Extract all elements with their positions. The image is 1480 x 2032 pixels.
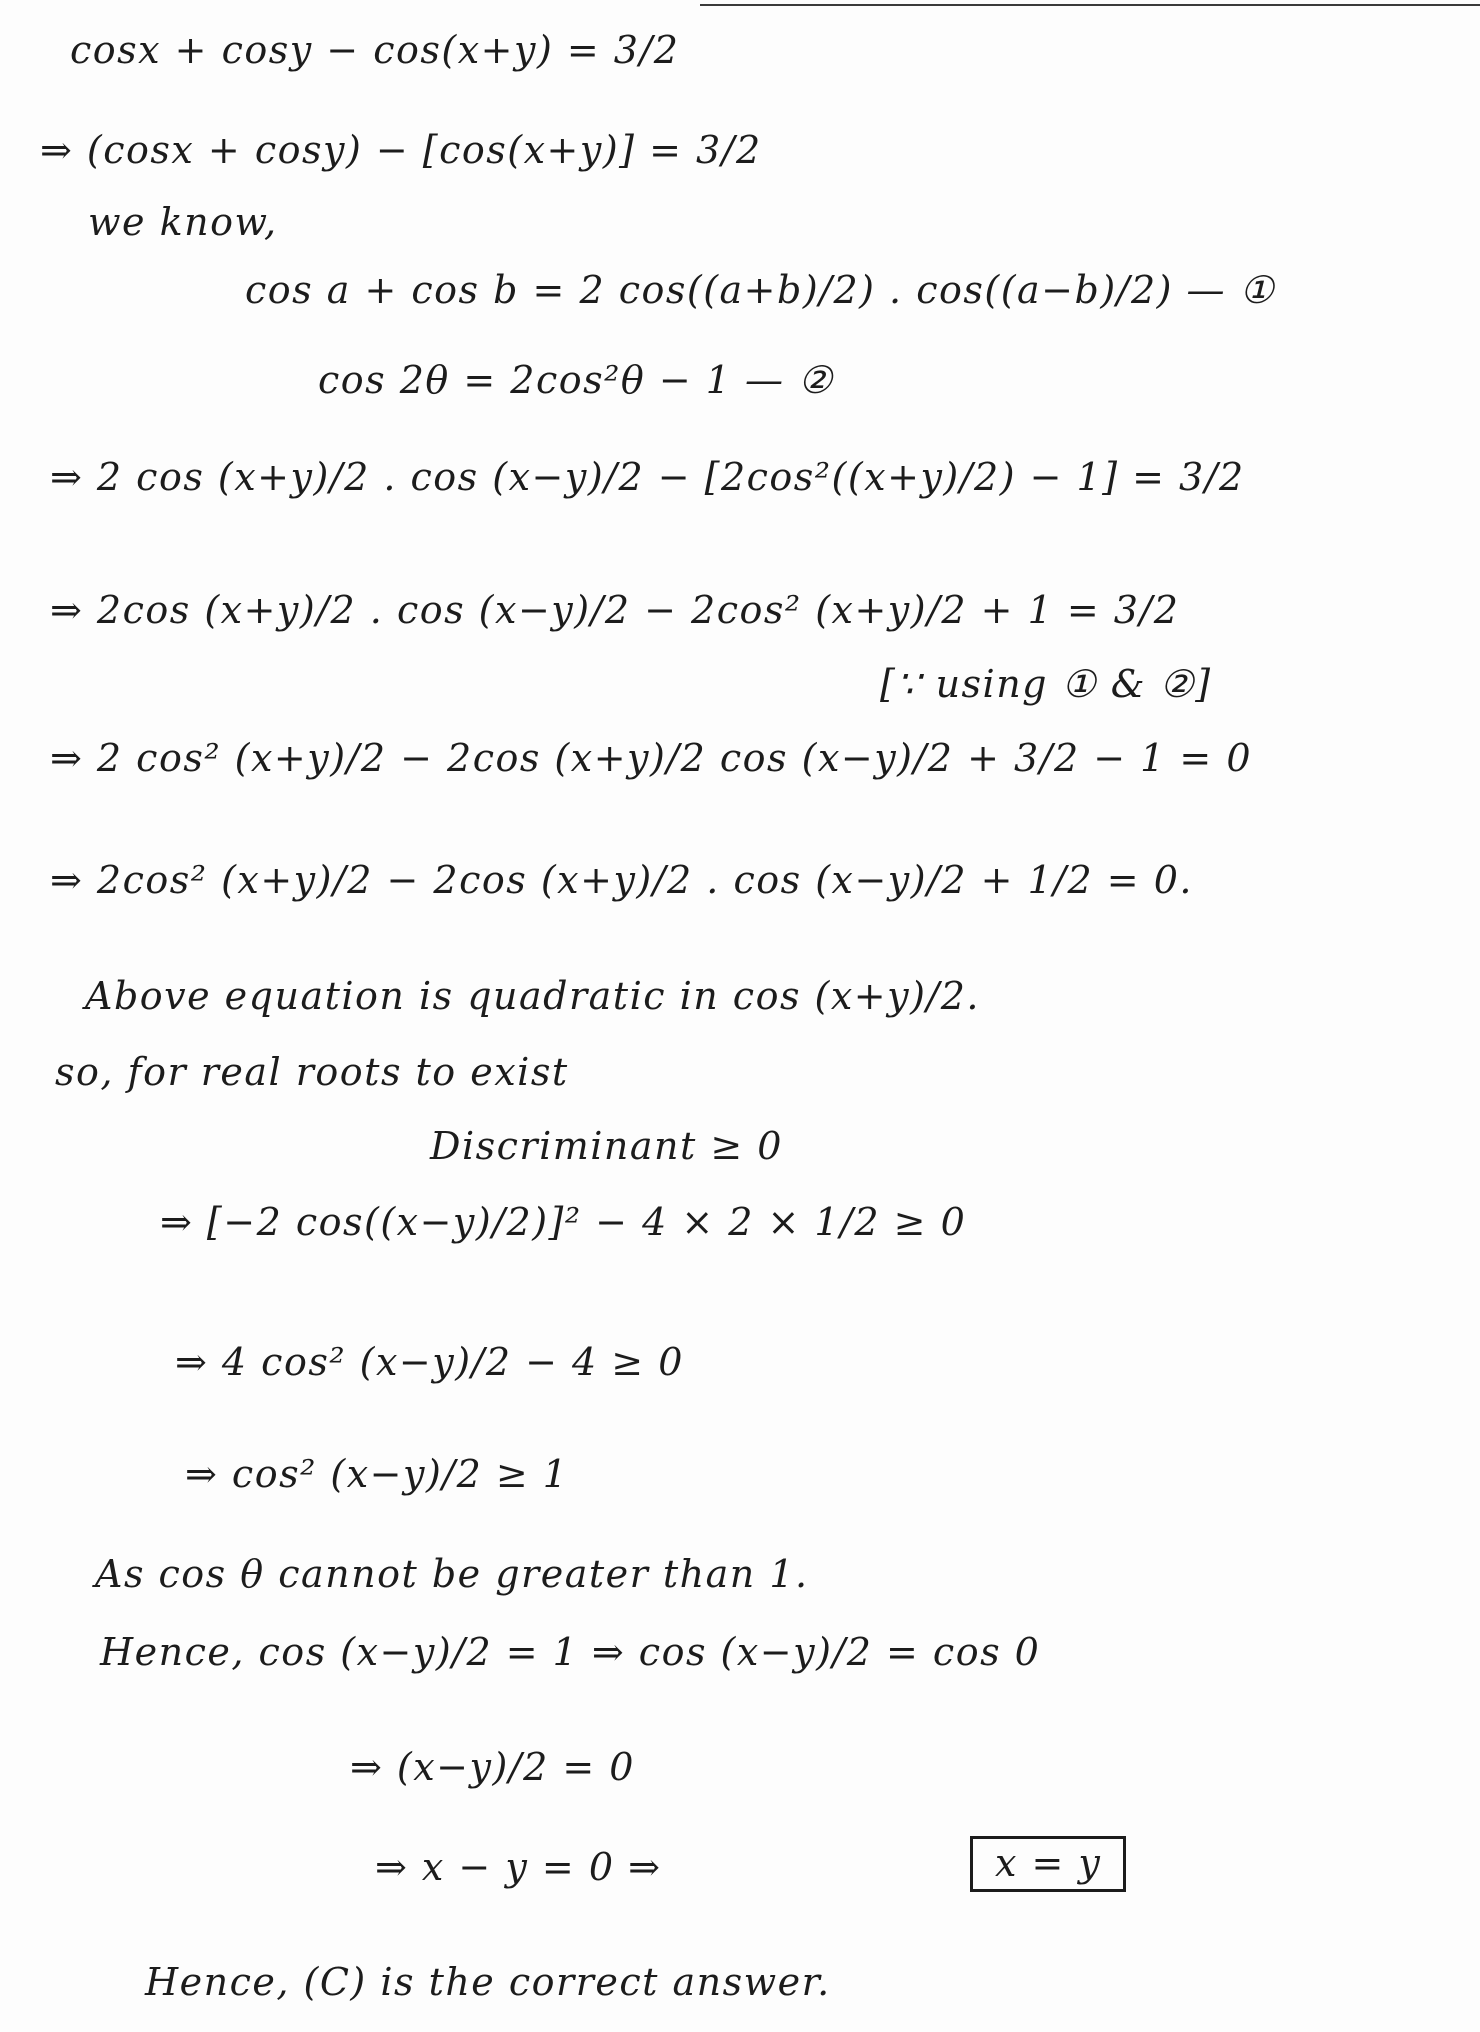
quadratic-statement: Above equation is quadratic in cos (x+y)/2.	[85, 974, 980, 1018]
discriminant-condition: Discriminant ≥ 0	[430, 1124, 783, 1168]
equation-line-5: ⇒ 2 cos² (x+y)/2 − 2cos (x+y)/2 cos (x−y)/2 + 3/2 − 1 = 0	[50, 736, 1252, 780]
result-line-2: ⇒ x − y = 0 ⇒	[375, 1845, 662, 1889]
equation-line-6: ⇒ 2cos² (x+y)/2 − 2cos (x+y)/2 . cos (x−y)/2 + 1/2 = 0.	[50, 858, 1193, 902]
equation-line-1: cosx + cosy − cos(x+y) = 3/2	[70, 28, 680, 72]
discriminant-expression: ⇒ [−2 cos((x−y)/2)]² − 4 × 2 × 1/2 ≥ 0	[160, 1200, 967, 1244]
equation-line-4: ⇒ 2cos (x+y)/2 . cos (x−y)/2 − 2cos² (x+y)/2 + 1 = 3/2	[50, 588, 1180, 632]
identity-2: cos 2θ = 2cos²θ − 1 — ②	[318, 358, 834, 402]
hence-line: Hence, cos (x−y)/2 = 1 ⇒ cos (x−y)/2 = cos 0	[100, 1630, 1041, 1674]
equation-line-3: ⇒ 2 cos (x+y)/2 . cos (x−y)/2 − [2cos²((x+y)/2) − 1] = 3/2	[50, 455, 1245, 499]
inequality-line-1: ⇒ 4 cos² (x−y)/2 − 4 ≥ 0	[175, 1340, 684, 1384]
real-roots-statement: so, for real roots to exist	[55, 1050, 569, 1094]
equation-line-2: ⇒ (cosx + cosy) − [cos(x+y)] = 3/2	[40, 128, 762, 172]
cos-bound-statement: As cos θ cannot be greater than 1.	[95, 1552, 809, 1596]
result-line-1: ⇒ (x−y)/2 = 0	[350, 1745, 635, 1789]
top-rule	[700, 4, 1480, 6]
identity-1: cos a + cos b = 2 cos((a+b)/2) . cos((a−b)/2) — ①	[245, 268, 1276, 312]
using-note: [∵ using ① & ②]	[880, 662, 1212, 706]
final-answer-box: x = y	[970, 1836, 1126, 1892]
inequality-line-2: ⇒ cos² (x−y)/2 ≥ 1	[185, 1452, 569, 1496]
conclusion: Hence, (C) is the correct answer.	[145, 1960, 831, 2004]
we-know-label: we know,	[88, 200, 278, 244]
